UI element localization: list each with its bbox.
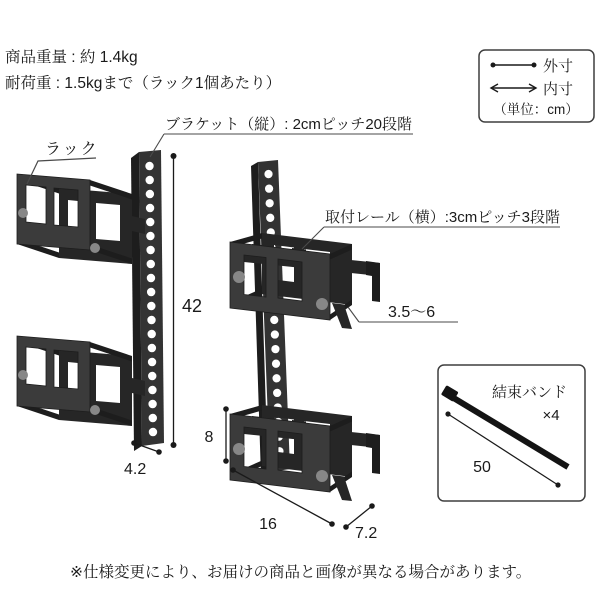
dim-height-42-dot <box>171 153 177 159</box>
dim-rack-height-8-value: 8 <box>204 429 214 446</box>
left-rack-upper <box>17 174 145 264</box>
left-diagram <box>17 150 164 451</box>
dim-rack-depth-7-2-value: 7.2 <box>355 525 378 542</box>
unit-label: （単位：cm） <box>493 102 579 117</box>
dim-tie-length-50-dot <box>445 411 450 416</box>
rack-label: ラック <box>45 141 99 158</box>
dim-tie-length-50-value: 50 <box>473 459 491 476</box>
right-rack-lower <box>230 405 380 501</box>
dim-rack-width-16-dot <box>230 467 236 473</box>
hook-range-leader <box>348 307 359 322</box>
dim-height-42-dot <box>171 442 177 448</box>
outer-dim-label: 外寸 <box>543 58 574 75</box>
dim-depth-4-2-dot <box>156 449 162 455</box>
inner-dim-label: 内寸 <box>543 81 574 98</box>
dim-depth-4-2-value: 4.2 <box>124 461 147 478</box>
disclaimer-note: ※仕様変更により、お届けの商品と画像が異なる場合があります。 <box>70 564 532 581</box>
dim-tie-length-50-dot <box>555 482 560 487</box>
dim-rack-depth-7-2-dot <box>343 524 349 530</box>
outer-dim-dot <box>491 63 496 68</box>
dim-rack-height-8-dot <box>223 406 229 412</box>
product-weight-text: 商品重量 : 約 1.4kg <box>5 49 138 66</box>
outer-dim-dot <box>532 63 537 68</box>
dim-rack-width-16-dot <box>329 521 335 527</box>
bracket-label: ブラケット（縦）: 2cmピッチ20段階 <box>165 116 413 133</box>
load-capacity-text: 耐荷重 : 1.5kgまで（ラック1個あたり） <box>5 75 282 92</box>
cable-tie-qty: ×4 <box>542 407 560 424</box>
left-rack-lower <box>17 336 145 426</box>
hook-range-value: 3.5～6 <box>388 304 436 321</box>
cable-tie-label: 結束バンド <box>492 384 568 401</box>
dim-depth-4-2-dot <box>131 440 137 446</box>
dim-height-42-value: 42 <box>182 296 203 316</box>
rail-label: 取付レール（横）:3cmピッチ3段階 <box>325 209 560 226</box>
parts-box <box>438 365 585 501</box>
dim-rack-depth-7-2-line <box>346 506 372 527</box>
right-rack-upper <box>230 233 380 329</box>
dim-rack-height-8-dot <box>223 458 229 464</box>
dim-rack-depth-7-2-dot <box>369 503 375 509</box>
legend-box <box>479 50 594 122</box>
dim-rack-width-16-value: 16 <box>259 516 277 533</box>
